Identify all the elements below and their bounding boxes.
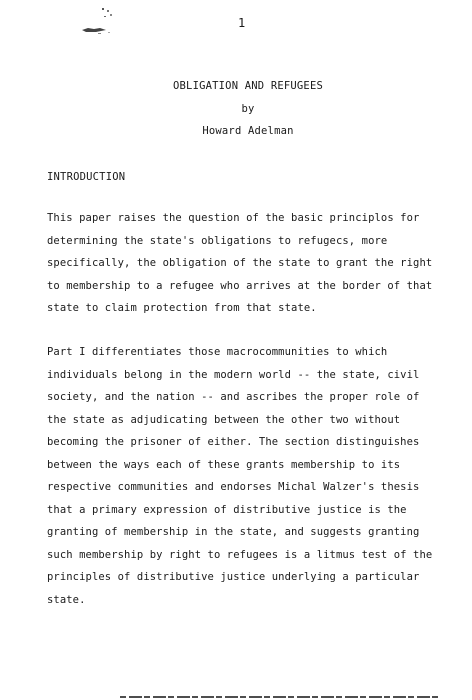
author-name: Howard Adelman xyxy=(202,125,294,137)
paragraph-line: granting of membership in the state, and suggests granting xyxy=(47,526,420,538)
paragraph-line: society, and the nation -- and ascribes the proper role of xyxy=(47,391,420,403)
paragraph-1 xyxy=(47,207,457,320)
paragraph-line: respective communities and endorses Michal Walzer's thesis xyxy=(47,481,420,493)
paragraph-line: to membership to a refugee who arrives at the border of that xyxy=(47,279,433,292)
paragraph-line: This paper raises the question of the basic principlos for xyxy=(47,212,420,224)
scan-speck-mark xyxy=(82,6,118,42)
paragraph-line: Part I differentiates those macrocommunities to which xyxy=(47,346,388,358)
paragraph-line: state. xyxy=(47,593,86,606)
paragraph-line: that a primary expression of distributive justice is the xyxy=(47,503,407,516)
paragraph-line: individuals belong in the modern world -- the state, civil xyxy=(47,368,420,381)
paragraph-2 xyxy=(47,341,457,611)
byline-by: by xyxy=(241,103,255,115)
document-title: OBLIGATION AND REFUGEES xyxy=(173,80,323,92)
bottom-edge-rule xyxy=(120,696,440,698)
paragraph-line: principles of distributive justice underlying a particular xyxy=(47,571,420,583)
paragraph-line: such membership by right to refugees is a litmus test of the xyxy=(47,548,433,561)
paragraph-line: specifically, the obligation of the state to grant the right xyxy=(47,257,433,269)
paragraph-line: becoming the prisoner of either. The section distinguishes xyxy=(47,436,420,448)
paragraph-line: state to claim protection from that state. xyxy=(47,302,317,314)
section-heading: INTRODUCTION xyxy=(47,171,126,183)
page-number: 1 xyxy=(238,16,246,30)
paragraph-line: between the ways each of these grants membership to its xyxy=(47,458,401,471)
paragraph-line: determining the state's obligations to refugecs, more xyxy=(47,234,388,247)
paragraph-line: the state as adjudicating between the other two without xyxy=(47,413,401,426)
